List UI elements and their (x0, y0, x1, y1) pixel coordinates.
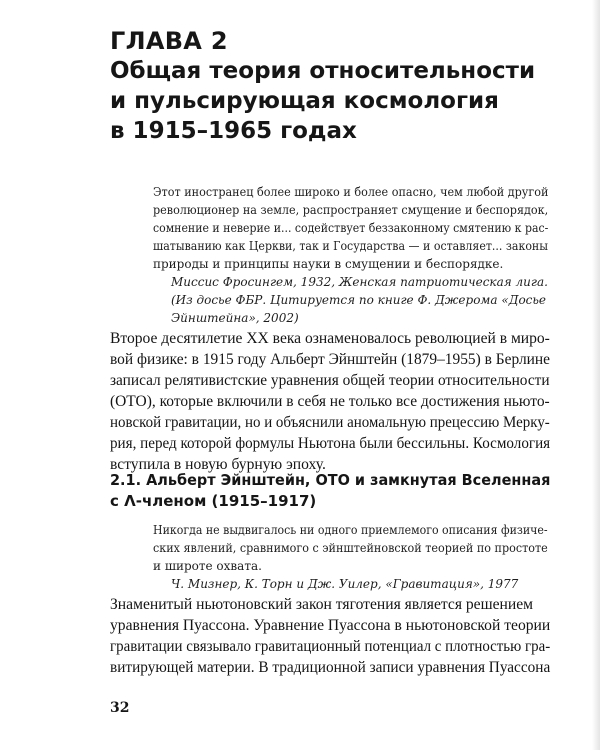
section-heading-line: с Λ-членом (1915–1917) (110, 492, 317, 510)
chapter-label: ГЛАВА 2 (110, 27, 228, 55)
paragraph-line: Второе десятилетие XX века ознаменовалось революцией в миро- (110, 330, 550, 347)
paragraph-line: Знаменитый ньютоновский закон тяготения является решением (110, 596, 534, 613)
paragraph-line: (ОТО), которые включили в себя не только все достижения ньюто- (110, 393, 550, 410)
section-heading (110, 470, 550, 512)
epigraph-frothingham (153, 183, 548, 327)
chapter-title-line: и пульсирующая космология (110, 88, 499, 114)
chapter-title-line: в 1915–1965 годах (110, 118, 357, 144)
epigraph-line: и широте охвата. (153, 559, 262, 573)
epigraph-misner (153, 521, 548, 593)
epigraph-attribution: Эйнштейна», 2002) (171, 311, 299, 325)
page-number: 32 (110, 700, 130, 716)
epigraph-line: Этот иностранец более широко и более опасно, чем любой другой (153, 185, 549, 199)
paragraph-line: рия, перед которой формулы Ньютона были бессильны. Космология (110, 435, 551, 452)
chapter-title (110, 56, 550, 146)
paragraph-line: гравитации связывало гравитационный потенциал с плотностью гра- (110, 638, 551, 655)
paragraph-intro (110, 328, 550, 475)
chapter-title-line: Общая теория относительности (110, 58, 536, 84)
epigraph-line: шатыванию как Церкви, так и Государства — и оставляет... законы (153, 239, 549, 253)
paragraph-line: новской гравитации, но и объяснили аномальную прецессию Мерку- (110, 414, 550, 431)
page-edge-shadow (592, 0, 600, 750)
section-heading-line: 2.1. Альберт Эйнштейн, ОТО и замкнутая Вселенная (110, 471, 551, 489)
epigraph-attribution: Миссис Фросингем, 1932, Женская патриотическая лига. (171, 275, 548, 289)
epigraph-line: ских явлений, сравнимого с эйнштейновской теорией по простоте (153, 541, 548, 555)
epigraph-line: революционер на земле, распространяет смущение и беспорядок, (153, 203, 549, 217)
paragraph-line: вступила в новую бурную эпоху. (110, 456, 326, 473)
paragraph-line: витирующей материи. В традиционной записи уравнения Пуассона (110, 659, 551, 676)
epigraph-line: природы и принципы науки в смущении и беспорядке. (153, 257, 504, 271)
paragraph-line: записал релятивистские уравнения общей теории относительности (110, 372, 550, 389)
paragraph-line: вой физике: в 1915 году Альберт Эйнштейн (1879–1955) в Берлине (110, 351, 551, 368)
epigraph-line: Никогда не выдвигалось ни одного приемлемого описания физиче- (153, 523, 548, 537)
epigraph-line: сомнение и неверие и... содействует беззаконному смятению к рас- (153, 221, 549, 235)
paragraph-poisson (110, 594, 550, 678)
paragraph-line: уравнения Пуассона. Уравнение Пуассона в ньютоновской теории (110, 617, 551, 634)
epigraph-attribution: Ч. Мизнер, К. Торн и Дж. Уилер, «Гравитация», 1977 (171, 577, 519, 591)
epigraph-attribution: (Из досье ФБР. Цитируется по книге Ф. Джерома «Досье (171, 293, 547, 307)
